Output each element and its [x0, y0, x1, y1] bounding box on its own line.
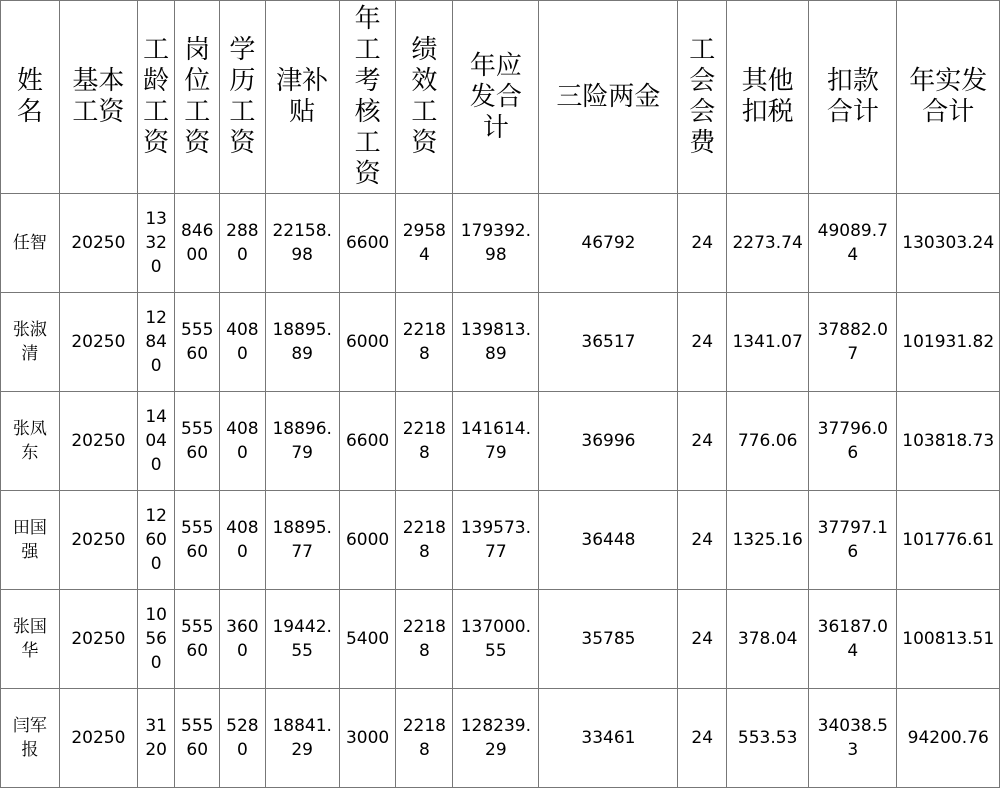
cell-base: 20250	[59, 491, 137, 590]
cell-net: 94200.76	[897, 689, 1000, 788]
cell-post: 55560	[175, 293, 220, 392]
cell-seniority: 12600	[137, 491, 175, 590]
cell-name: 张凤东	[1, 392, 60, 491]
header-allowance: 津补贴	[265, 1, 339, 194]
table-row	[1, 392, 1000, 491]
cell-annual-eval: 6600	[339, 392, 396, 491]
cell-gross: 141614.79	[453, 392, 539, 491]
header-net: 年实发合计	[897, 1, 1000, 194]
cell-deductions: 49089.74	[809, 194, 897, 293]
cell-annual-eval: 6000	[339, 491, 396, 590]
cell-name: 任智	[1, 194, 60, 293]
cell-seniority: 3120	[137, 689, 175, 788]
cell-name: 张国华	[1, 590, 60, 689]
cell-union-fee: 24	[678, 392, 727, 491]
cell-education: 4080	[220, 491, 266, 590]
header-performance: 绩效工资	[396, 1, 453, 194]
cell-net: 101776.61	[897, 491, 1000, 590]
header-post-salary: 岗位工资	[175, 1, 220, 194]
cell-performance: 22188	[396, 590, 453, 689]
cell-seniority: 14040	[137, 392, 175, 491]
cell-education: 5280	[220, 689, 266, 788]
header-name: 姓名	[1, 1, 60, 194]
cell-base: 20250	[59, 293, 137, 392]
cell-insurance: 36517	[539, 293, 678, 392]
cell-net: 130303.24	[897, 194, 1000, 293]
cell-name: 闫军报	[1, 689, 60, 788]
header-union-fee: 工会会费	[678, 1, 727, 194]
cell-other-tax: 2273.74	[727, 194, 809, 293]
cell-base: 20250	[59, 689, 137, 788]
cell-allowance: 18841.29	[265, 689, 339, 788]
cell-seniority: 10560	[137, 590, 175, 689]
cell-performance: 29584	[396, 194, 453, 293]
cell-post: 55560	[175, 491, 220, 590]
cell-performance: 22188	[396, 392, 453, 491]
header-annual-eval: 年工考核工资	[339, 1, 396, 194]
cell-base: 20250	[59, 392, 137, 491]
cell-base: 20250	[59, 590, 137, 689]
header-row	[1, 1, 1000, 194]
cell-post: 55560	[175, 689, 220, 788]
cell-insurance: 36448	[539, 491, 678, 590]
cell-other-tax: 1325.16	[727, 491, 809, 590]
cell-seniority: 13320	[137, 194, 175, 293]
header-insurance: 三险两金	[539, 1, 678, 194]
cell-gross: 139813.89	[453, 293, 539, 392]
cell-gross: 128239.29	[453, 689, 539, 788]
cell-annual-eval: 5400	[339, 590, 396, 689]
cell-gross: 139573.77	[453, 491, 539, 590]
table-row	[1, 491, 1000, 590]
table-row	[1, 689, 1000, 788]
cell-base: 20250	[59, 194, 137, 293]
cell-education: 4080	[220, 293, 266, 392]
cell-insurance: 36996	[539, 392, 678, 491]
cell-net: 103818.73	[897, 392, 1000, 491]
cell-post: 55560	[175, 392, 220, 491]
cell-deductions: 37796.06	[809, 392, 897, 491]
cell-insurance: 46792	[539, 194, 678, 293]
cell-insurance: 33461	[539, 689, 678, 788]
cell-post: 84600	[175, 194, 220, 293]
cell-education: 2880	[220, 194, 266, 293]
table-row	[1, 194, 1000, 293]
cell-annual-eval: 3000	[339, 689, 396, 788]
cell-gross: 179392.98	[453, 194, 539, 293]
cell-deductions: 36187.04	[809, 590, 897, 689]
cell-deductions: 37797.16	[809, 491, 897, 590]
cell-union-fee: 24	[678, 194, 727, 293]
cell-insurance: 35785	[539, 590, 678, 689]
cell-name: 张淑清	[1, 293, 60, 392]
cell-performance: 22188	[396, 689, 453, 788]
cell-union-fee: 24	[678, 590, 727, 689]
cell-allowance: 19442.55	[265, 590, 339, 689]
cell-other-tax: 553.53	[727, 689, 809, 788]
cell-net: 100813.51	[897, 590, 1000, 689]
cell-net: 101931.82	[897, 293, 1000, 392]
cell-education: 3600	[220, 590, 266, 689]
cell-education: 4080	[220, 392, 266, 491]
cell-other-tax: 776.06	[727, 392, 809, 491]
cell-union-fee: 24	[678, 491, 727, 590]
cell-other-tax: 378.04	[727, 590, 809, 689]
cell-performance: 22188	[396, 491, 453, 590]
header-education: 学历工资	[220, 1, 266, 194]
cell-allowance: 18895.89	[265, 293, 339, 392]
table-row	[1, 293, 1000, 392]
header-base-salary: 基本工资	[59, 1, 137, 194]
cell-union-fee: 24	[678, 293, 727, 392]
cell-gross: 137000.55	[453, 590, 539, 689]
table-row	[1, 590, 1000, 689]
cell-allowance: 18896.79	[265, 392, 339, 491]
cell-deductions: 37882.07	[809, 293, 897, 392]
cell-allowance: 22158.98	[265, 194, 339, 293]
cell-allowance: 18895.77	[265, 491, 339, 590]
header-gross: 年应发合计	[453, 1, 539, 194]
cell-union-fee: 24	[678, 689, 727, 788]
cell-post: 55560	[175, 590, 220, 689]
header-other-tax: 其他扣税	[727, 1, 809, 194]
cell-performance: 22188	[396, 293, 453, 392]
cell-seniority: 12840	[137, 293, 175, 392]
cell-deductions: 34038.53	[809, 689, 897, 788]
header-deductions: 扣款合计	[809, 1, 897, 194]
cell-name: 田国强	[1, 491, 60, 590]
cell-annual-eval: 6000	[339, 293, 396, 392]
cell-annual-eval: 6600	[339, 194, 396, 293]
cell-other-tax: 1341.07	[727, 293, 809, 392]
header-seniority: 工龄工资	[137, 1, 175, 194]
